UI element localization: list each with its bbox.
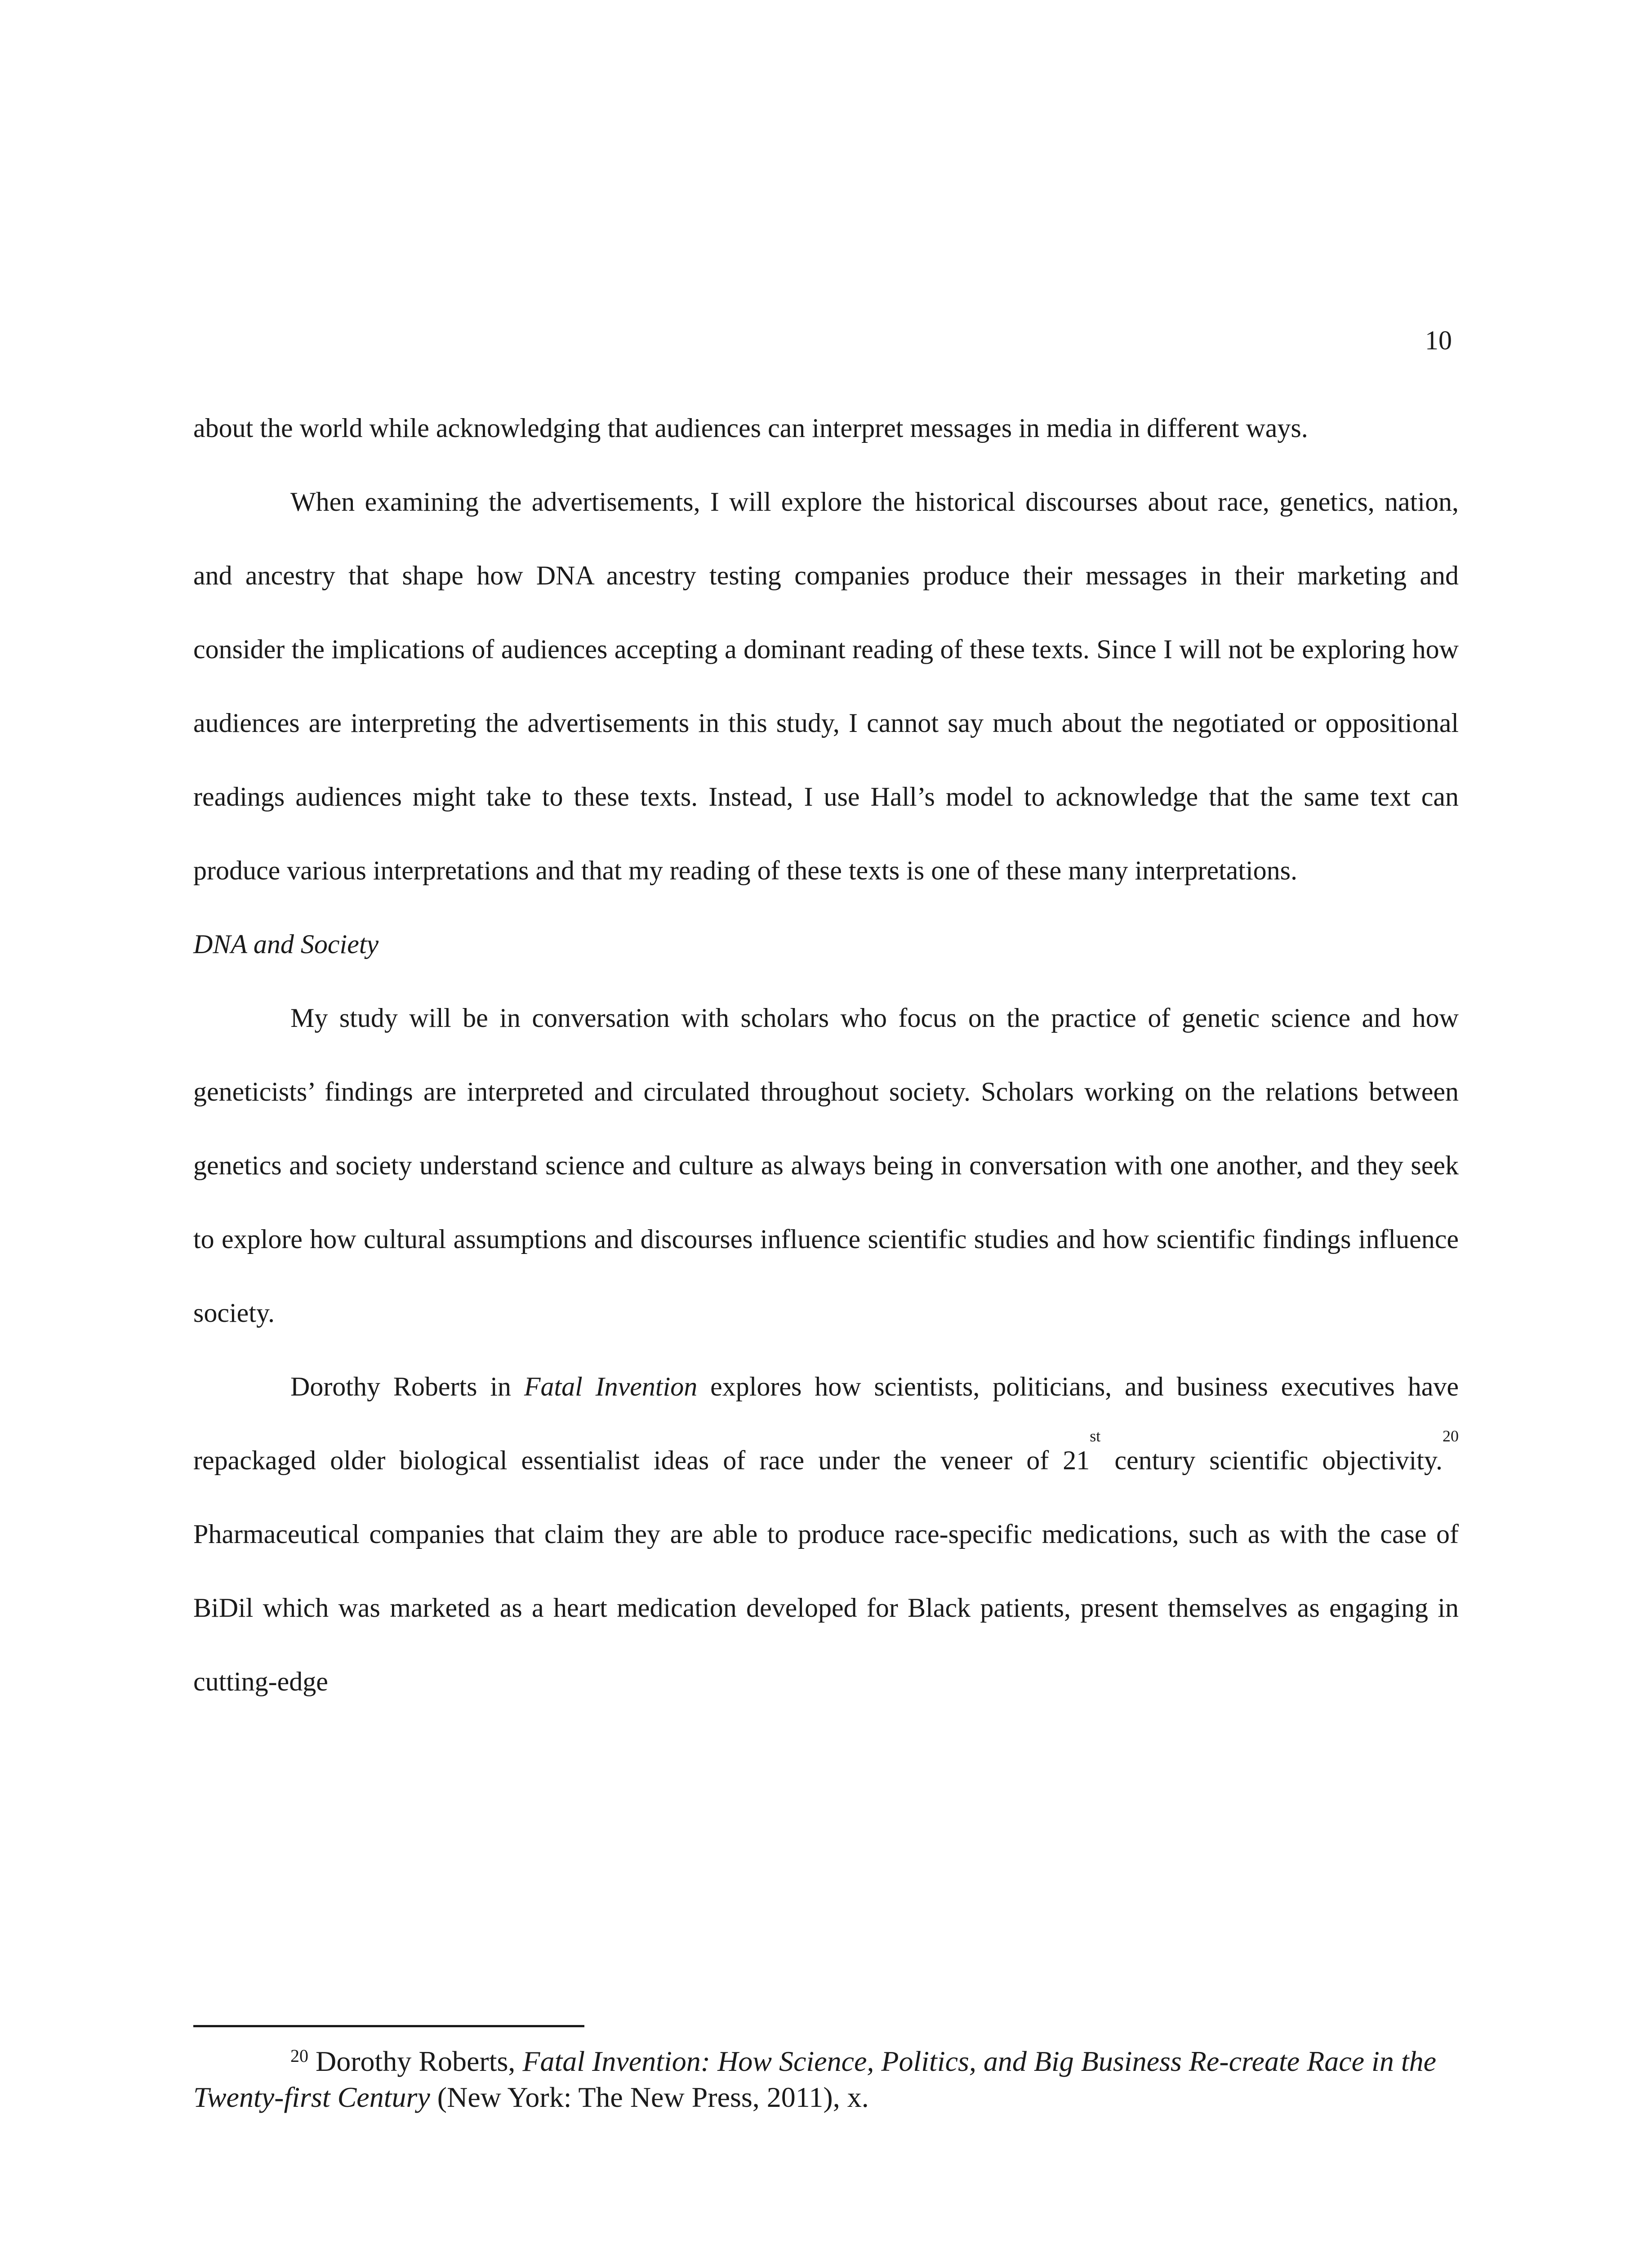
page-number: 10 [1425, 326, 1452, 355]
section-subheading: DNA and Society [193, 929, 379, 959]
footnote-marker: 20 [290, 2046, 308, 2066]
paragraph-advertisements: When examining the advertisements, I will explore the historical discourses about race, genetics, nation, and ancestry that shape how DNA ancestry testing companies produce their messages in their marketing and consider the implications of audiences accepting a dominant reading of these texts. Since I will not be exploring how audiences are interpreting the advertisements in this study, I cannot say much about the negotiated or oppositional readings audiences might take to these texts. Instead, I use Hall’s model to acknowledge that the same text can produce various interpretations and that my reading of these texts is one of these many interpretations. [193, 487, 1459, 885]
roberts-rest-text: Pharmaceutical companies that claim they are able to produce race-specific medications, such as with the case of BiDil which was marketed as a heart medication developed for Black patients, present themselves as engaging in cutting-edge [193, 1519, 1459, 1696]
paragraph-genetics-society: My study will be in conversation with scholars who focus on the practice of genetic science and how geneticists’ findings are interpreted and circulated throughout society. Scholars working on the relations between genetics and society understand science and culture as always being in conversation with one another, and they seek to explore how cultural assumptions and discourses influence scientific studies and how scientific findings influence society. [193, 1003, 1459, 1328]
roberts-mid-text-2: century scientific objectivity. [1100, 1445, 1443, 1475]
footnote-title: Fatal Invention: How Science, Politics, and Big Business Re-create Race in the Twenty-first Century [193, 2045, 1436, 2113]
roberts-lead-text: Dorothy Roberts in [290, 1372, 524, 1401]
footnote-publication: (New York: The New Press, 2011), x. [430, 2081, 869, 2113]
book-title: Fatal Invention [524, 1372, 698, 1401]
footnote-reference[interactable]: 20 [1443, 1427, 1459, 1445]
roberts-mid-text: explores how scientists, politicians, and business executives have repackaged older biological essentialist ideas of race under the veneer of 21 [193, 1372, 1459, 1475]
body-text [193, 391, 1459, 1718]
paragraph-continuation: about the world while acknowledging that audiences can interpret messages in media in different ways. [193, 413, 1308, 443]
footnote-author: Dorothy Roberts, [308, 2045, 523, 2077]
paragraph-roberts [193, 1350, 1459, 1718]
ordinal-suffix: st [1090, 1427, 1101, 1445]
footnote [193, 2043, 1459, 2115]
footnote-separator [193, 2025, 584, 2027]
